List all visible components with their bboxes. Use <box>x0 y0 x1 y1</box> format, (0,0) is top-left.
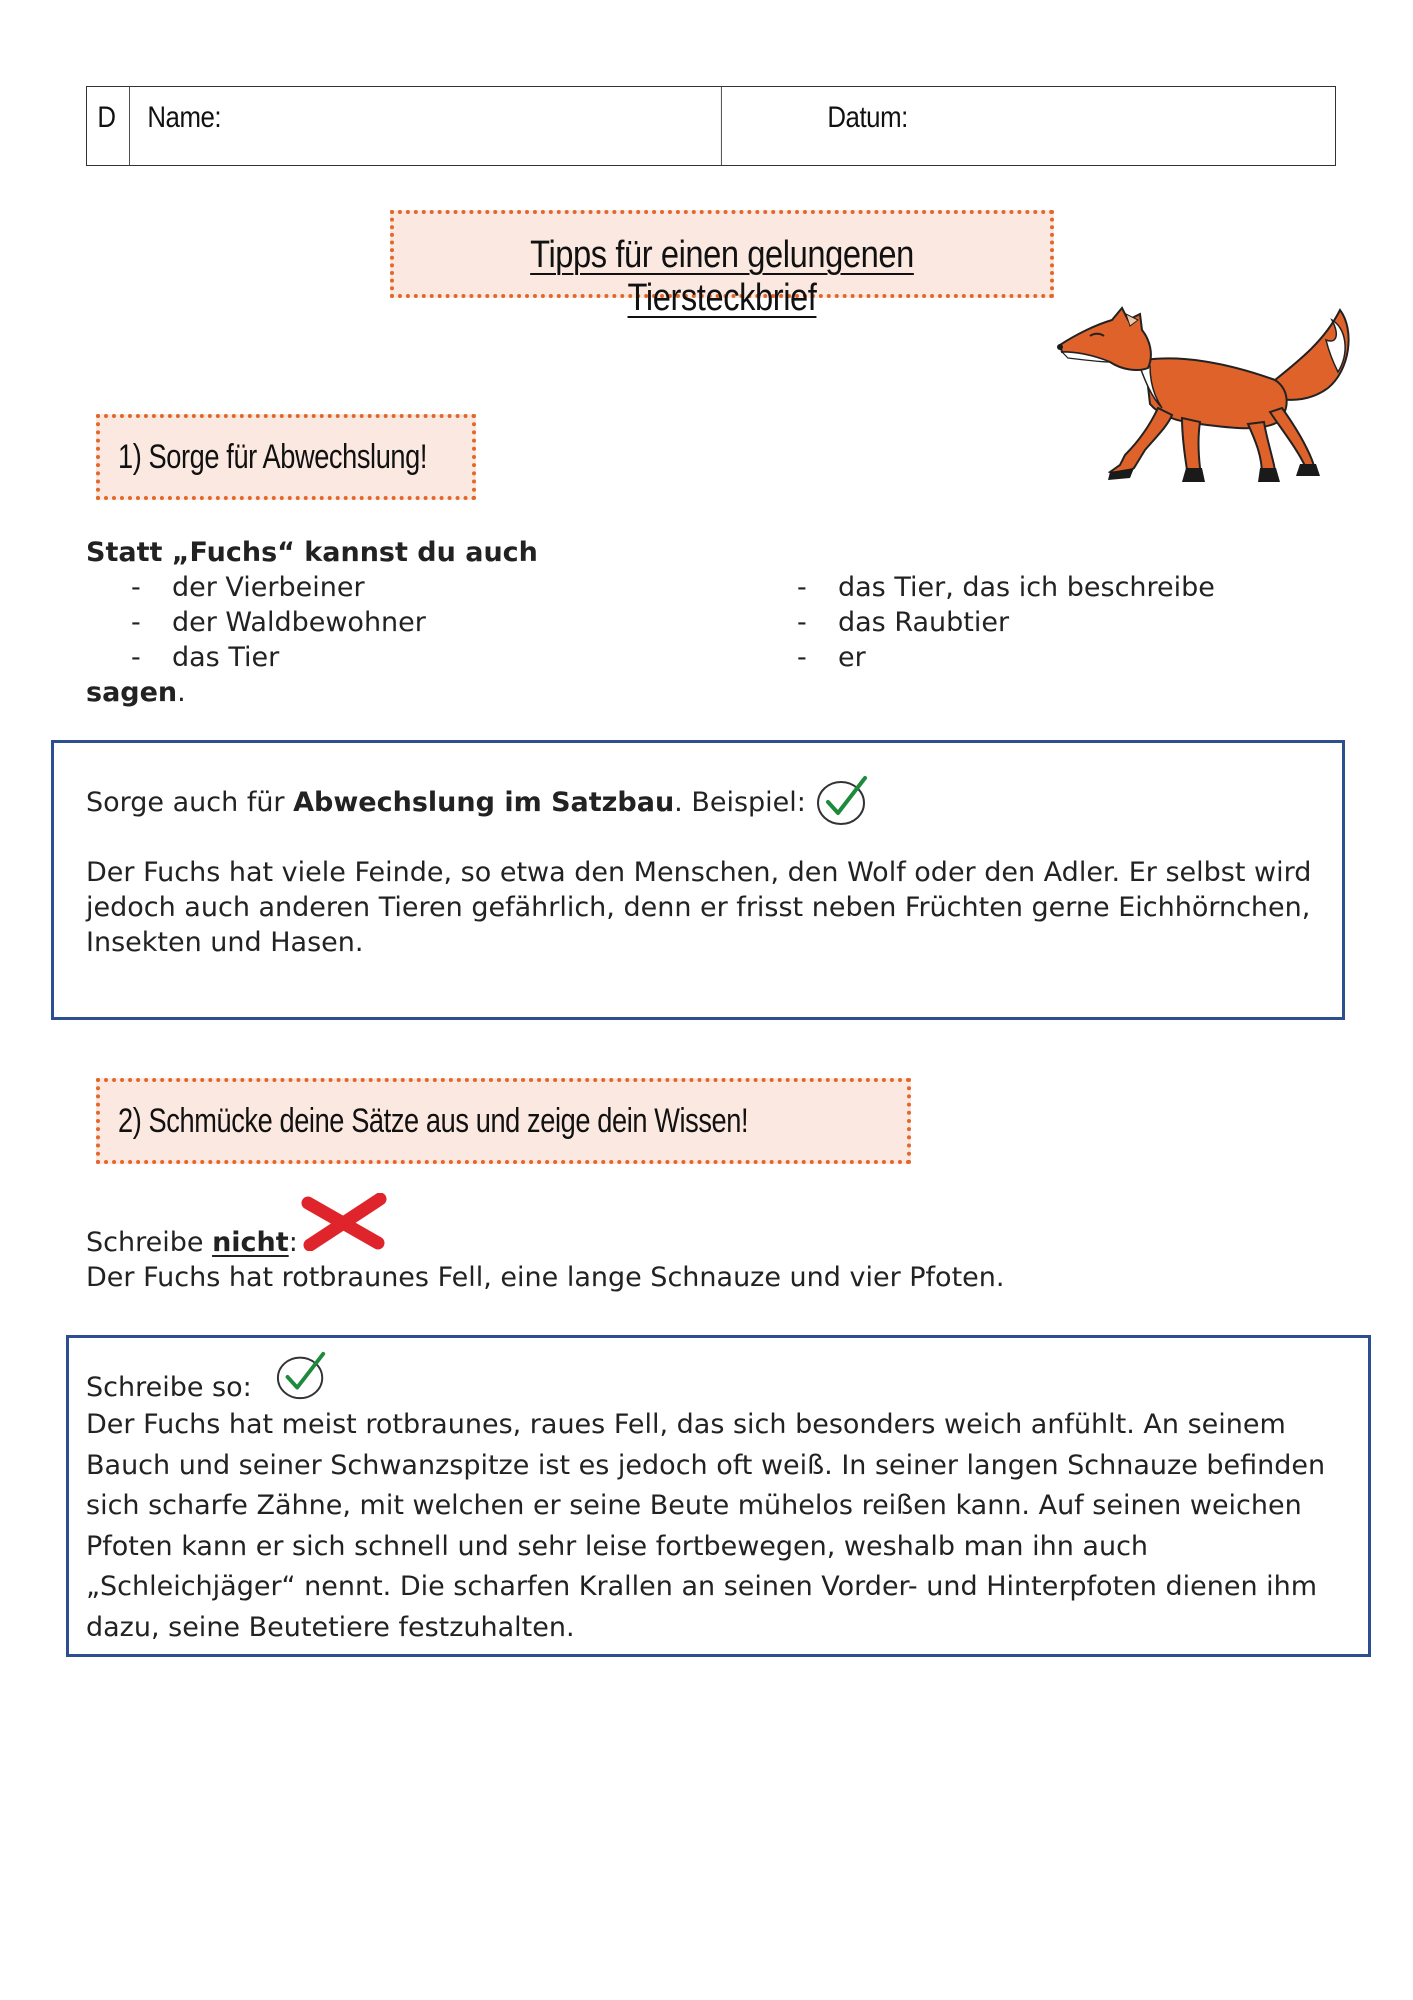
intro-bold: Abwechslung im Satzbau <box>293 787 675 818</box>
intro-text: Sorge auch für <box>86 787 294 818</box>
list-item: - das Tier <box>86 640 426 675</box>
dont-write-text: Schreibe <box>86 1227 213 1258</box>
synonym-list-right <box>752 570 1215 675</box>
section1-heading: 1) Sorge für Abwechslung! <box>118 438 428 476</box>
list-item: - das Tier, das ich beschreibe <box>752 570 1215 605</box>
section2-heading: 2) Schmücke deine Sätze aus und zeige dein Wissen! <box>118 1102 749 1140</box>
not-word: nicht <box>212 1227 289 1258</box>
list-item: - er <box>752 640 1215 675</box>
outro-punctuation: . <box>177 677 186 708</box>
sagen-word: sagen <box>86 677 178 708</box>
name-field[interactable]: Name: <box>137 87 722 165</box>
list-item: - das Raubtier <box>752 605 1215 640</box>
example-paragraph: Der Fuchs hat viele Feinde, so etwa den Menschen, den Wolf oder den Adler. Er selbst wird jedoch auch anderen Tieren gefährlich, denn er frisst neben Früchten gerne Eichhörnchen, Insekten und Hasen. <box>86 857 1312 958</box>
red-cross-icon <box>300 1193 388 1251</box>
check-circle-icon <box>275 1348 329 1402</box>
bad-example: Der Fuchs hat rotbraunes Fell, eine lange Schnauze und vier Pfoten. <box>86 1262 1005 1293</box>
synonym-list-left <box>86 570 426 675</box>
list-item: - der Vierbeiner <box>86 570 426 605</box>
date-field[interactable]: Datum: <box>827 101 908 134</box>
list-item: - der Waldbewohner <box>86 605 426 640</box>
sentence-structure-intro <box>86 785 806 820</box>
section2-heading-box <box>96 1078 911 1164</box>
dont-write-colon: : <box>288 1227 298 1258</box>
section1-heading-box <box>96 414 476 500</box>
subject-cell: D <box>87 87 130 165</box>
intro-text-end: . Beispiel: <box>674 787 806 818</box>
synonym-intro: Statt „Fuchs“ kannst du auch <box>86 537 538 568</box>
page-title: Tipps für einen gelungenen Tiersteckbrief <box>530 234 914 319</box>
good-example-paragraph: Der Fuchs hat meist rotbraunes, raues Fell, das sich besonders weich anfühlt. An seinem Bauch und seiner Schwanzspitze ist es jedoch oft weiß. In seiner langen Schnauze befinden sich scharfe Zähne, mit welchen er seine Beute mühelos reißen kann. Auf seinen weichen Pfoten kann er sich schnell und sehr leise fortbewegen, weshalb man ihn auch „Schleichjäger“ nennt. Die scharfen Krallen an seinen Vorder- und Hinterpfoten dienen ihm dazu, seine Beutetiere festzuhalten. <box>86 1409 1326 1643</box>
check-circle-icon <box>815 772 871 828</box>
fox-illustration <box>1050 300 1380 495</box>
synonym-outro <box>86 675 186 710</box>
write-like-this-label: Schreibe so: <box>86 1372 252 1403</box>
dont-write-label <box>86 1225 298 1260</box>
header-table <box>86 86 1336 166</box>
title-box <box>390 210 1054 319</box>
